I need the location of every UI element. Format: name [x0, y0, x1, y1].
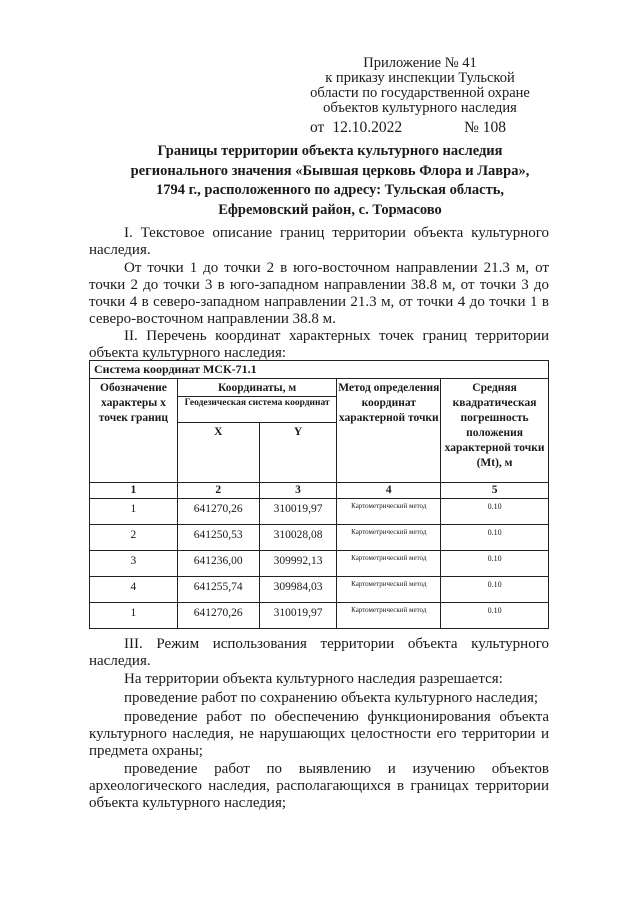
- order-number: № 108: [464, 119, 506, 136]
- cell-method: Картометрический метод: [337, 525, 441, 551]
- permitted-item: проведение работ по обеспечению функционирования объекта культурного наследия, не нарушающих целостности его территории и предмета охраны;: [89, 709, 549, 759]
- cell-point: 1: [90, 603, 178, 629]
- permitted-item: проведение работ по выявлению и изучению объектов археологического наследия, располагающихся в границах территории объекта культурного наследия;: [89, 761, 549, 811]
- cell-error: 0.10: [441, 551, 549, 577]
- title-line: регионального значения «Бывшая церковь Флора и Лавра»,: [130, 162, 530, 179]
- document-title: [100, 142, 560, 220]
- cell-y: 309984,03: [259, 577, 337, 603]
- cell-y: 309992,13: [259, 551, 337, 577]
- header-geo-system: Геодезическая система координат: [177, 397, 337, 423]
- order-date-number: [290, 120, 550, 135]
- col-number: 4: [337, 483, 441, 499]
- coordinate-system: Система координат МСК-71.1: [90, 361, 549, 379]
- table-row: [90, 577, 549, 603]
- section-3-intro: На территории объекта культурного наследия разрешается:: [124, 671, 503, 687]
- header-point: Обозначение характеры х точек границ: [90, 379, 178, 483]
- cell-point: 2: [90, 525, 178, 551]
- section-1-body: От точки 1 до точки 2 в юго-восточном направлении 21.3 м, от точки 2 до точки 3 в юго-западном направлении 38.8 м, от точки 3 до точки 4 в северо-западном направлении 21.3 м, от точки 4 до точки 1 в северо-восточном направлении 38.8 м.: [89, 260, 549, 327]
- cell-method: Картометрический метод: [337, 577, 441, 603]
- cell-error: 0.10: [441, 603, 549, 629]
- table-row: [90, 551, 549, 577]
- table-row: [90, 603, 549, 629]
- date-prefix: от: [310, 119, 325, 136]
- table-row: [90, 499, 549, 525]
- col-number: 1: [90, 483, 178, 499]
- cell-method: Картометрический метод: [337, 499, 441, 525]
- permitted-item: проведение работ по сохранению объекта культурного наследия;: [124, 690, 539, 706]
- col-number: 2: [177, 483, 259, 499]
- cell-method: Картометрический метод: [337, 551, 441, 577]
- cell-point: 3: [90, 551, 178, 577]
- cell-method: Картометрический метод: [337, 603, 441, 629]
- table-row: [90, 525, 549, 551]
- col-number: 3: [259, 483, 337, 499]
- cell-x: 641236,00: [177, 551, 259, 577]
- cell-y: 310019,97: [259, 499, 337, 525]
- cell-x: 641270,26: [177, 499, 259, 525]
- cell-error: 0.10: [441, 577, 549, 603]
- title-line: Границы территории объекта культурного наследия: [157, 143, 503, 159]
- appendix-line: объектов культурного наследия: [323, 100, 517, 116]
- col-number: 5: [441, 483, 549, 499]
- cell-y: 310019,97: [259, 603, 337, 629]
- header-x: X: [177, 423, 259, 483]
- header-y: Y: [259, 423, 337, 483]
- cell-y: 310028,08: [259, 525, 337, 551]
- coordinates-table: [89, 360, 549, 629]
- cell-x: 641255,74: [177, 577, 259, 603]
- appendix-line: области по государственной охране: [310, 85, 530, 101]
- table-system-row: [90, 361, 549, 379]
- section-1-heading: I. Текстовое описание границ территории объекта культурного наследия.: [89, 225, 549, 258]
- header-method: Метод определения координат характерной точки: [337, 379, 441, 483]
- section-2-heading: II. Перечень координат характерных точек границ территории объекта культурного наследия:: [89, 328, 549, 361]
- header-coords: Координаты, м: [177, 379, 337, 397]
- header-error: Средняя квадратическая погрешность положения характерной точки (Mt), м: [441, 379, 549, 483]
- title-line: 1794 г., расположенного по адресу: Тульская область,: [155, 182, 504, 198]
- appendix-line: к приказу инспекции Тульской: [325, 70, 515, 86]
- title-line: Ефремовский район, с. Тормасово: [218, 201, 442, 218]
- order-date: 12.10.2022: [332, 119, 403, 136]
- cell-x: 641270,26: [177, 603, 259, 629]
- cell-error: 0.10: [441, 525, 549, 551]
- cell-x: 641250,53: [177, 525, 259, 551]
- cell-point: 1: [90, 499, 178, 525]
- cell-point: 4: [90, 577, 178, 603]
- table-header-row: [90, 379, 549, 397]
- cell-error: 0.10: [441, 499, 549, 525]
- table-number-row: [90, 483, 549, 499]
- section-3-heading: III. Режим использования территории объекта культурного наследия.: [89, 636, 549, 669]
- appendix-line: Приложение № 41: [363, 55, 477, 71]
- appendix-header: [290, 56, 550, 135]
